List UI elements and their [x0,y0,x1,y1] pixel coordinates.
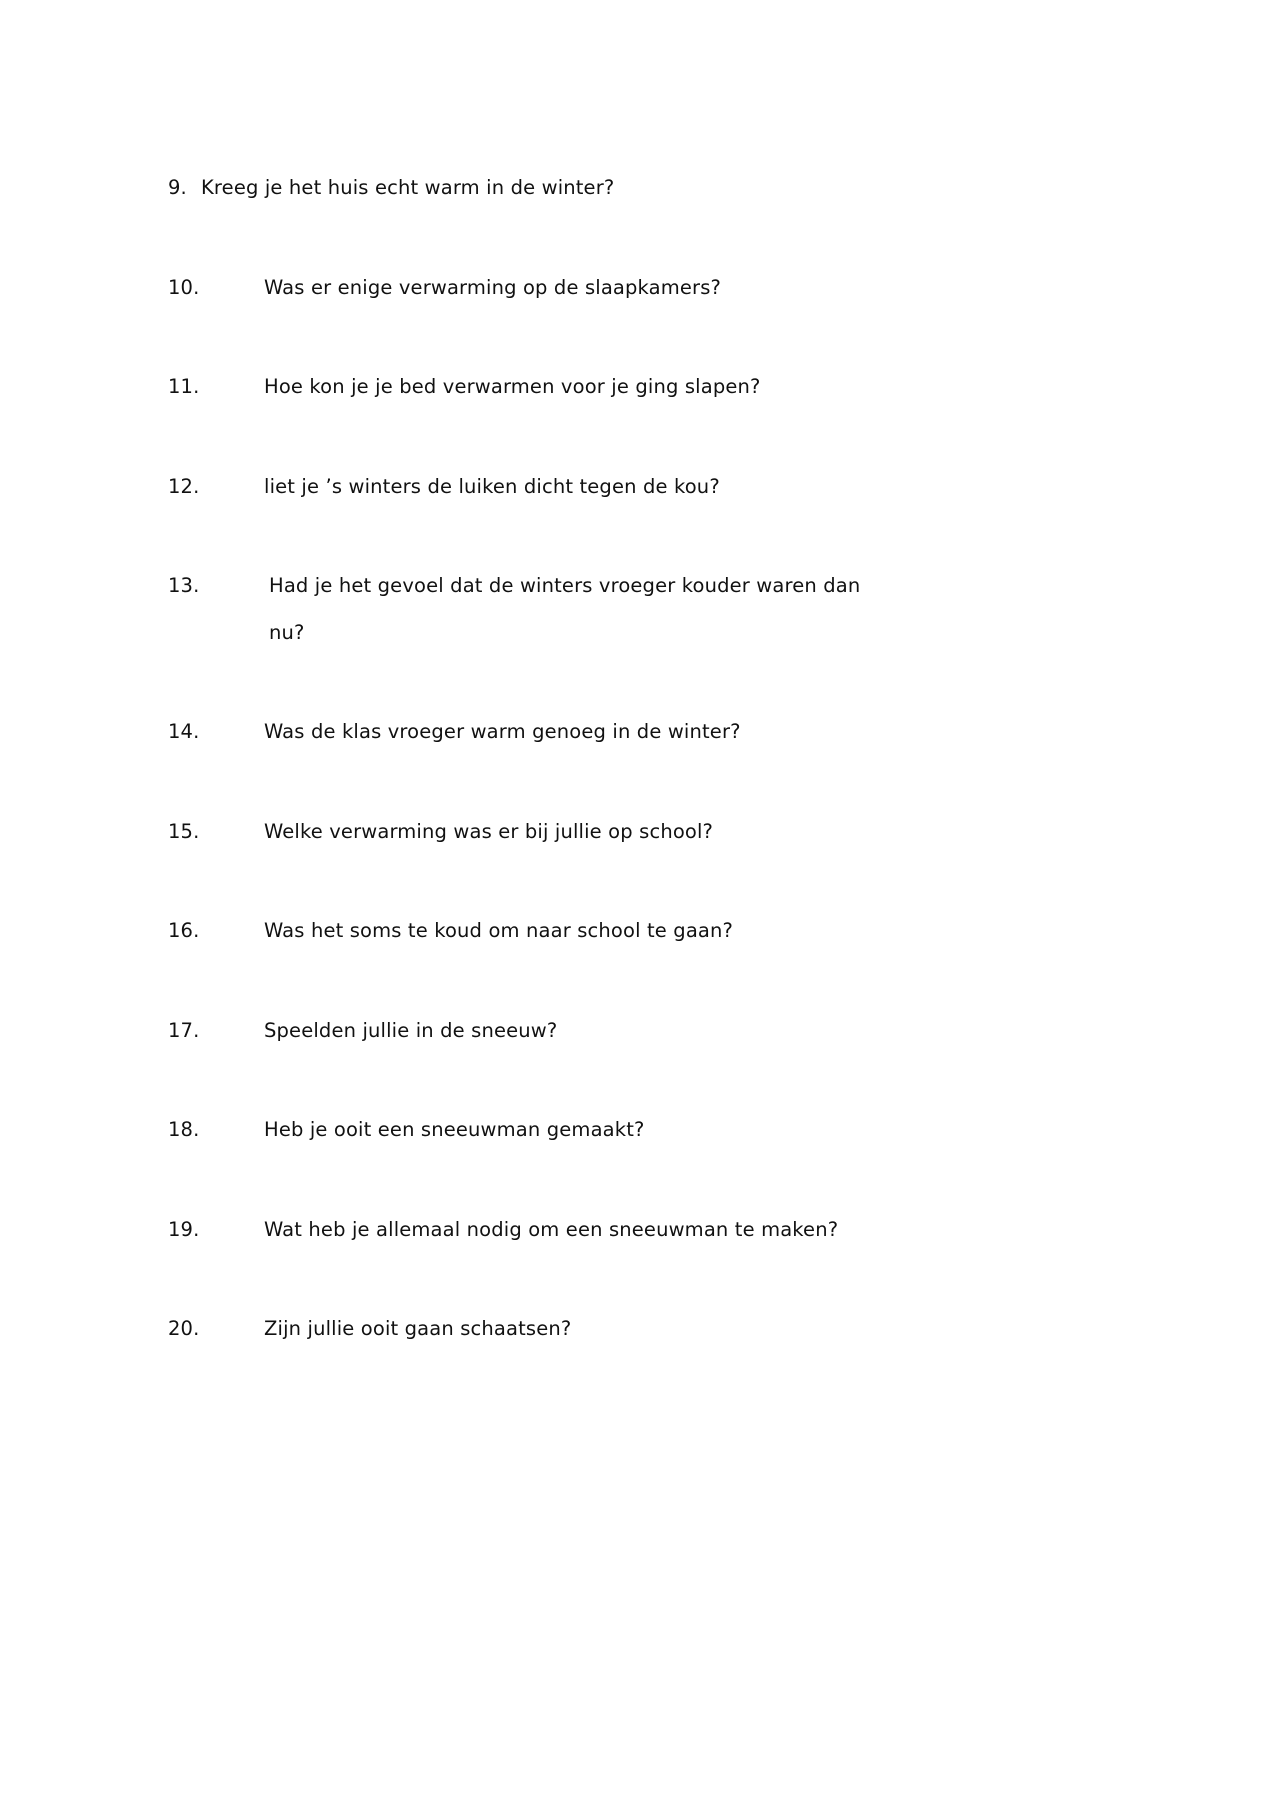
list-item-text: Zijn jullie ooit gaan schaatsen? [264,1317,572,1340]
list-item [168,1217,1118,1241]
list-item-number: 9. [168,176,187,199]
list-item-number: 12. [168,474,200,498]
list-item-text: Welke verwarming was er bij jullie op school? [264,819,714,843]
question-list [168,178,1118,1339]
list-item-text: Kreeg je het huis echt warm in de winter? [201,176,615,199]
list-item [168,819,1118,843]
list-item-text: Was de klas vroeger warm genoeg in de winter? [264,720,741,743]
list-item-text: Was het soms te koud om naar school te gaan? [264,919,734,942]
list-item-number: 13. [168,574,200,597]
list-item-number: 11. [168,375,200,398]
list-item [168,921,1118,941]
list-item-text: Was er enige verwarming op de slaapkamers? [264,275,722,299]
list-item-text: liet je ’s winters de luiken dicht tegen de kou? [264,474,720,498]
list-item-text: Heb je ooit een sneeuwman gemaakt? [264,1118,645,1141]
list-item-number: 16. [168,919,200,942]
list-item-text: Hoe kon je je bed verwarmen voor je ging slapen? [264,375,761,398]
list-item [168,1120,1118,1140]
list-item [168,275,1118,299]
list-item-text [264,576,1118,642]
list-item-number: 19. [168,1217,200,1241]
list-item-number: 10. [168,275,200,299]
list-item-number: 20. [168,1317,200,1340]
list-item [168,1319,1118,1339]
list-item-text-line-2: nu? [269,620,305,644]
list-item [168,377,1118,397]
list-item [168,474,1118,498]
list-item-text: Wat heb je allemaal nodig om een sneeuwman te maken? [264,1217,839,1241]
list-item [168,576,1118,642]
list-item [168,1018,1118,1042]
list-item [168,722,1118,742]
list-item-text-line-1: Had je het gevoel dat de winters vroeger kouder waren dan [269,574,861,597]
list-item-number: 15. [168,819,200,843]
list-item-number: 18. [168,1118,200,1141]
list-item-number: 17. [168,1018,200,1042]
list-item [168,178,1118,198]
list-item-number: 14. [168,720,200,743]
list-item-text: Speelden jullie in de sneeuw? [264,1018,558,1042]
